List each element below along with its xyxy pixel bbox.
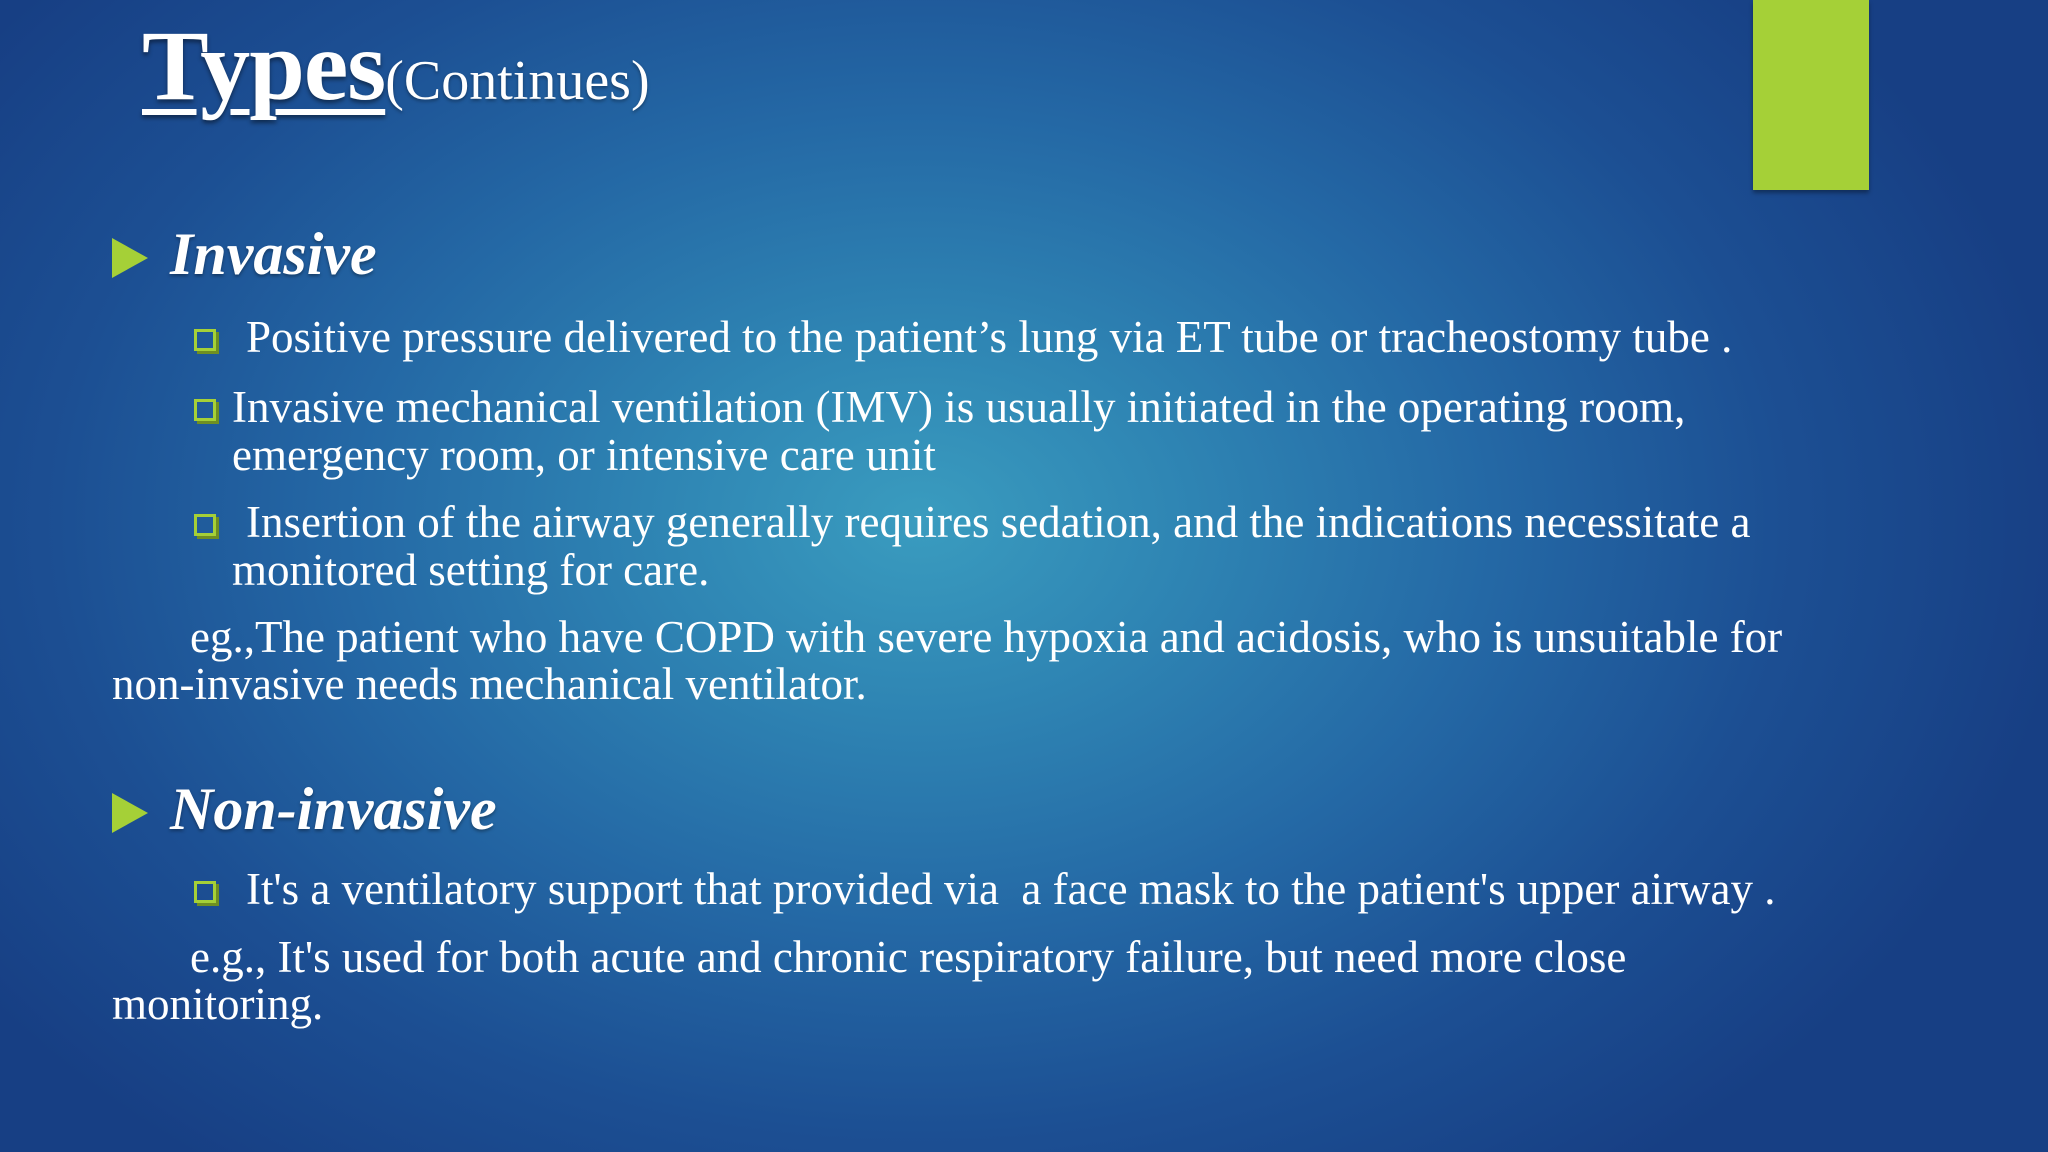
bullet-line: emergency room, or intensive care unit	[232, 430, 936, 480]
bullet-item	[194, 865, 1776, 913]
heading-non-invasive	[112, 775, 497, 844]
example-line: monitoring.	[112, 979, 324, 1029]
triangle-bullet-icon	[112, 793, 148, 833]
bullet-line: monitored setting for care.	[232, 545, 710, 595]
example-line: non-invasive needs mechanical ventilator.	[112, 659, 867, 709]
example-line: e.g., It's used for both acute and chronic respiratory failure, but need more close	[190, 932, 1627, 982]
example-paragraph	[112, 934, 1626, 1028]
slide-title	[142, 8, 650, 123]
bullet-item	[194, 383, 1685, 479]
triangle-bullet-icon	[112, 238, 148, 278]
square-bullet-icon	[194, 399, 216, 421]
title-main: Types	[142, 10, 386, 121]
accent-bar	[1753, 0, 1869, 190]
heading-label: Invasive	[170, 221, 377, 287]
example-paragraph	[112, 614, 1782, 708]
bullet-item	[194, 313, 1732, 361]
bullet-item	[194, 498, 1750, 594]
heading-label: Non-invasive	[170, 776, 497, 842]
bullet-text: Positive pressure delivered to the patient’s lung via ET tube or tracheostomy tube .	[246, 312, 1733, 362]
bullet-text: It's a ventilatory support that provided via a face mask to the patient's upper airway .	[246, 864, 1776, 914]
heading-invasive	[112, 220, 377, 289]
square-bullet-icon	[194, 329, 216, 351]
title-suffix: (Continues)	[385, 50, 650, 112]
bullet-text	[232, 497, 1751, 595]
square-bullet-icon	[194, 514, 216, 536]
bullet-line: Insertion of the airway generally requires sedation, and the indications necessitate a	[246, 497, 1751, 547]
example-line: eg.,The patient who have COPD with severe hypoxia and acidosis, who is unsuitable for	[190, 612, 1783, 662]
square-bullet-icon	[194, 881, 216, 903]
bullet-line: Invasive mechanical ventilation (IMV) is usually initiated in the operating room,	[232, 382, 1686, 432]
bullet-text	[232, 383, 1685, 479]
